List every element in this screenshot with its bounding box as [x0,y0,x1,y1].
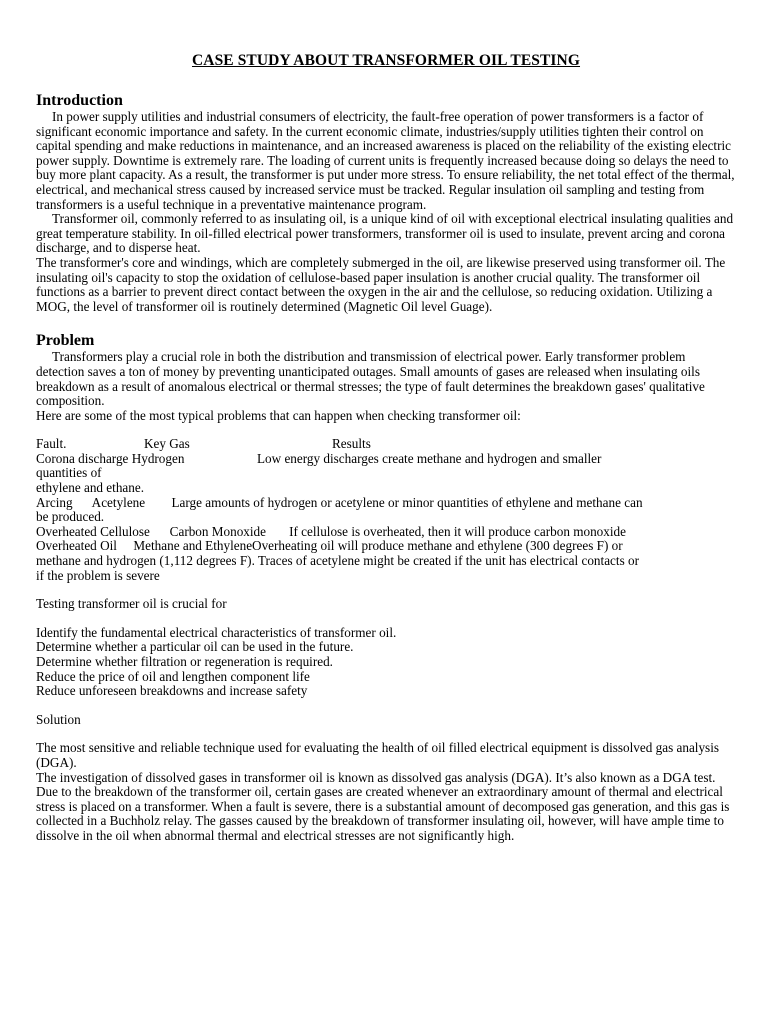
table-row-line: be produced. [36,509,105,525]
table-header-key-gas: Key Gas [144,436,190,452]
introduction-paragraph-1: In power supply utilities and industrial consumers of electricity, the fault-free operation of power transformers is a factor of significant economic importance and safety. In the current economic climate, industries/supply utilities tighten their control on capital spending and make reductions in maintenance, and an increased awareness is placed on the reliability of the existing electric power supply. Downtime is extremely rare. The loading of current units is frequently increased because doing so delays the need to buy more plant capacity. As a result, the transformer is put under more stress. To ensure reliability, the net total effect of the thermal, electrical, and mechanical stress caused by increased service must be tracked. Regular insulation oil sampling and testing from transformers is a useful technique in a preventative maintenance program. [36,109,735,212]
problem-paragraph-1: Transformers play a crucial role in both the distribution and transmission of electrical power. Early transformer problem detection saves a ton of money by preventing unanticipated outages. Small amounts of gases are released when insulating oils breakdown as a result of anomalous electrical or thermal stresses; the type of fault determines the breakdown gases' qualitative composition. [36,349,705,409]
solution-paragraph-1: The most sensitive and reliable technique used for evaluating the health of oil filled electrical equipment is dissolved gas analysis (DGA). [36,740,719,770]
table-row-arcing [36,496,736,525]
introduction-paragraph-2: Transformer oil, commonly referred to as insulating oil, is a unique kind of oil with exceptional electrical insulating qualities and great temperature stability. In oil-filled electrical power transformers, transformer oil is used to insulate, prevent arcing and corona discharge, and to disperse heat. [36,211,734,256]
solution-heading: Solution [36,711,81,727]
problem-heading: Problem [36,332,95,350]
document-page [36,52,736,844]
table-row-overheated-oil [36,539,736,583]
table-row-line: if the problem is severe [36,567,160,583]
list-item: Identify the fundamental electrical characteristics of transformer oil. [36,624,397,640]
table-row-line: ethylene and ethane. [36,480,145,496]
problem-paragraph-2: Here are some of the most typical problems that can happen when checking transformer oil: [36,407,521,423]
table-row-line: methane and hydrogen (1,112 degrees F). Traces of acetylene might be created if the unit has electrical contacts or [36,553,639,569]
list-item: Reduce unforeseen breakdowns and increase safety [36,683,308,699]
table-row-line: Overheated Oil Methane and EthyleneOverheating oil will produce methane and ethylene (300 degrees F) or [36,538,623,554]
list-item: Reduce the price of oil and lengthen component life [36,668,310,684]
table-row-overheated-cellulose [36,525,736,540]
solution-paragraph-2: The investigation of dissolved gases in transformer oil is known as dissolved gas analysis (DGA). It’s also known as a DGA test. Due to the breakdown of the transformer oil, certain gases are created whenever an extraordinary amount of thermal and electrical stress is placed on a transformer. When a fault is severe, there is a substantial amount of decomposed gas generation, and this gas is collected in a Buchholz relay. The gasses caused by the breakdown of transformer insulating oil, however, will have ample time to dissolve in the oil when abnormal thermal and electrical stresses are not significantly high. [36,769,730,843]
table-row-line: Corona discharge Hydrogen Low energy discharges create methane and hydrogen and smaller [36,450,602,466]
introduction-paragraph-3: The transformer's core and windings, which are completely submerged in the oil, are likewise preserved using transformer oil. The insulating oil's capacity to stop the oxidation of cellulose-based paper insulation is another crucial quality. The transformer oil functions as a barrier to prevent direct contact between the oxygen in the air and the cellulose, so reducing oxidation. Utilizing a MOG, the level of transformer oil is routinely determined (Magnetic Oil level Guage). [36,254,726,314]
fault-gas-table [36,437,736,583]
list-item: Determine whether a particular oil can be used in the future. [36,639,354,655]
table-row-line: quantities of [36,465,102,481]
table-header-results: Results [332,436,371,452]
introduction-heading: Introduction [36,92,123,109]
table-header-fault: Fault. [36,436,67,452]
table-row-corona [36,452,736,496]
testing-intro: Testing transformer oil is crucial for [36,596,227,612]
table-header-row [36,437,736,452]
document-title: CASE STUDY ABOUT TRANSFORMER OIL TESTING [191,52,581,69]
list-item: Determine whether filtration or regeneration is required. [36,654,333,669]
table-row-line: Arcing Acetylene Large amounts of hydrogen or acetylene or minor quantities of ethylene and methane can [36,494,643,510]
testing-list [36,626,736,699]
table-row-line: Overheated Cellulose Carbon Monoxide If cellulose is overheated, then it will produce carbon monoxide [36,523,626,539]
